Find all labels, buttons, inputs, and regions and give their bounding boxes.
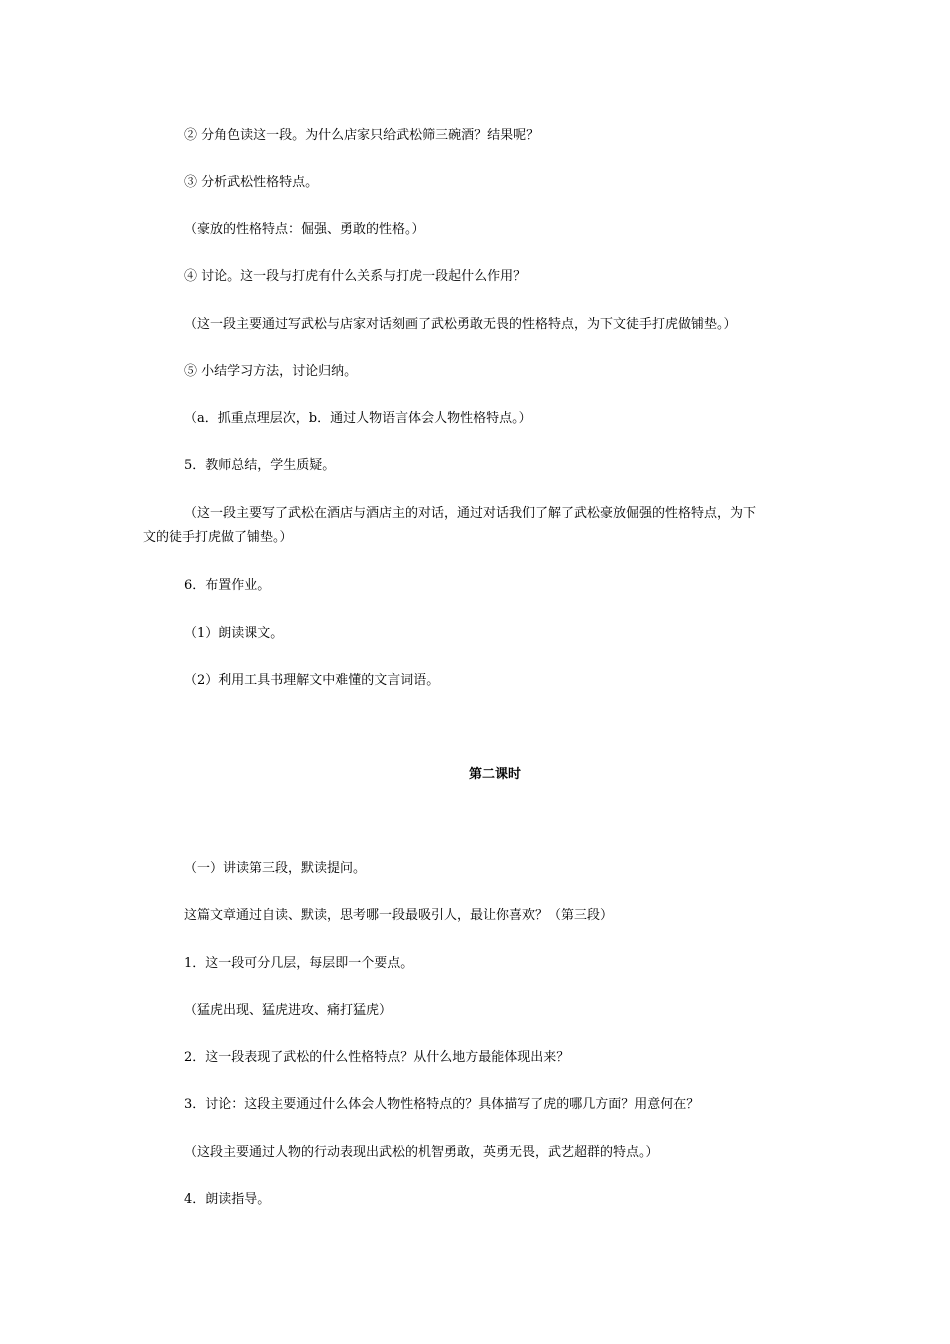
text-line-lecture-third-paragraph: （一）讲读第三段，默读提问。 [184,861,367,876]
text-line-summary-method: ⑤ 小结学习方法，讨论归纳。 [184,364,358,379]
text-line-discussion-tiger: 3．讨论：这段主要通过什么体会人物性格特点的？具体描写了虎的哪几方面？用意何在？ [184,1097,700,1112]
text-line-character-question: 2．这一段表现了武松的什么性格特点？从什么地方最能体现出来？ [184,1050,570,1065]
text-line-layers: 1．这一段可分几层，每层即一个要点。 [184,956,414,971]
text-line-reading-guidance: 4．朗读指导。 [184,1192,271,1207]
text-line-homework-item-1: （1）朗读课文。 [184,626,284,641]
text-line-character-answer: （豪放的性格特点：倔强、勇敢的性格。） [184,222,425,237]
text-line-layers-answer: （猛虎出现、猛虎进攻、痛打猛虎） [184,1003,393,1018]
text-line-discussion-answer: （这一段主要通过写武松与店家对话刻画了武松勇敢无畏的性格特点，为下文徒手打虎做铺垫。） [184,317,737,332]
text-line-discussion-tiger-answer: （这段主要通过人物的行动表现出武松的机智勇敢，英勇无畏，武艺超群的特点。） [184,1145,659,1160]
summary-paragraph-line-2: 文的徒手打虎做了铺垫。） [143,530,293,545]
section-heading-second-lesson: 第二课时 [468,767,521,782]
text-line-homework: 6．布置作业。 [184,578,271,593]
text-line-question-favorite: 这篇文章通过自读、默读，思考哪一段最吸引人，最让你喜欢？（第三段） [184,908,614,923]
text-line-teacher-summary: 5．教师总结，学生质疑。 [184,458,336,473]
summary-paragraph [143,502,808,550]
text-line-analyze-character: ③ 分析武松性格特点。 [184,175,319,190]
text-line-discussion: ④ 讨论。这一段与打虎有什么关系与打虎一段起什么作用？ [184,269,527,284]
summary-paragraph-line-1: （这一段主要写了武松在酒店与酒店主的对话，通过对话我们了解了武松豪放倔强的性格特点，为下 [184,506,757,521]
text-line-role-reading: ② 分角色读这一段。为什么店家只给武松筛三碗酒？结果呢？ [184,128,540,143]
text-line-homework-item-2: （2）利用工具书理解文中难懂的文言词语。 [184,673,440,688]
text-line-method-answer: （a．抓重点理层次，b．通过人物语言体会人物性格特点。） [184,411,532,426]
